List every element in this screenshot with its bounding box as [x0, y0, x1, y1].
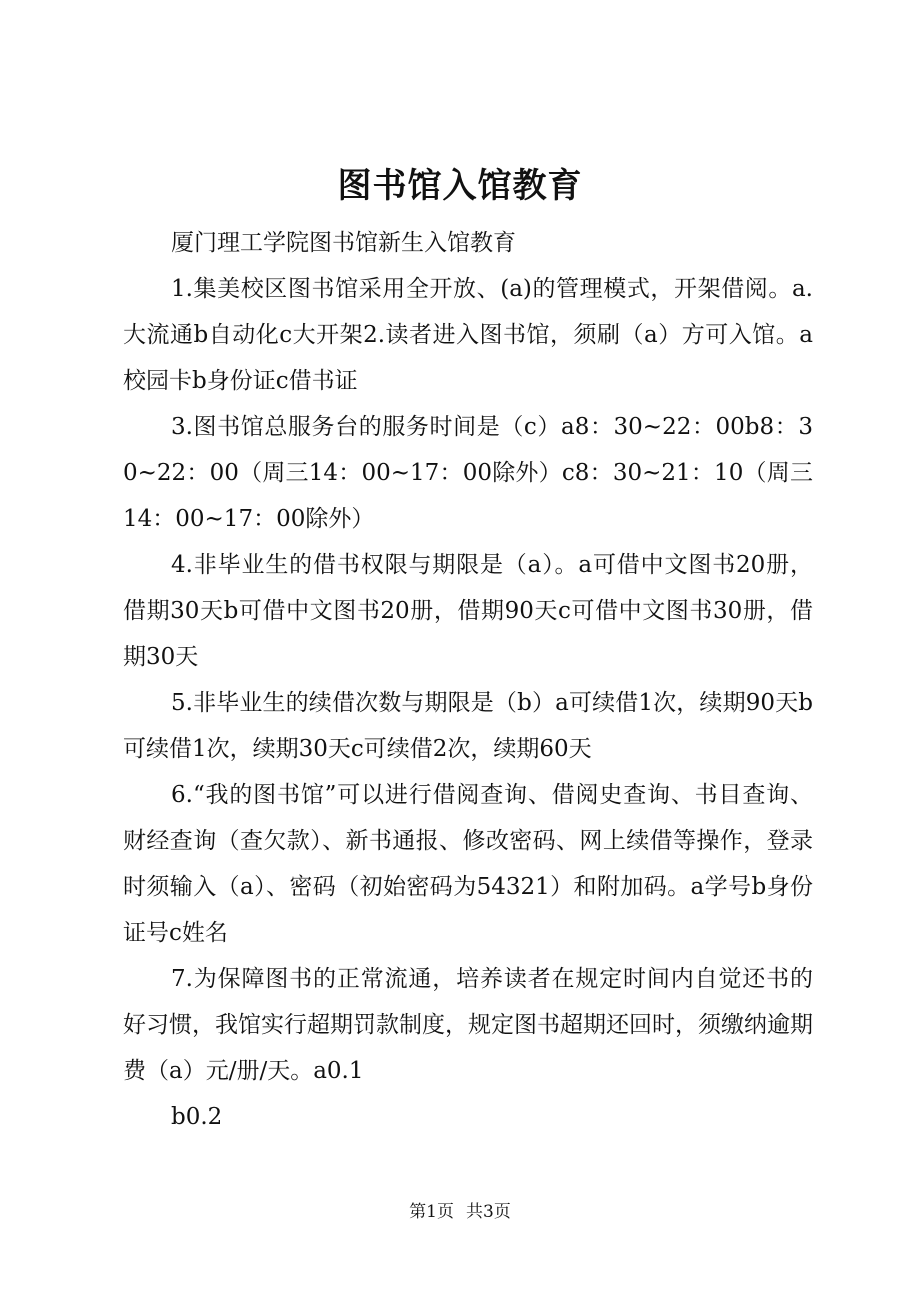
paragraph-question-5: 5.非毕业生的续借次数与期限是（b）a可续借1次，续期90天b可续借1次，续期30天c可续借2次，续期60天 — [123, 690, 813, 762]
paragraph-question-3: 3.图书馆总服务台的服务时间是（c）a8：30~22：00b8：30~22：00（周三14：00~17：00除外）c8：30~21：10（周三14：00~17：00除外） — [123, 414, 813, 532]
paragraph-question-4: 4.非毕业生的借书权限与期限是（a）。a可借中文图书20册，借期30天b可借中文图书20册，借期90天c可借中文图书30册，借期30天 — [123, 552, 813, 670]
document-body — [123, 220, 813, 1140]
paragraph-question-6: 6.“我的图书馆”可以进行借阅查询、借阅史查询、书目查询、财经查询（查欠款）、新书通报、修改密码、网上续借等操作，登录时须输入（a）、密码（初始密码为54321）和附加码。a学号b身份证号c姓名 — [123, 782, 813, 946]
paragraph-intro: 厦门理工学院图书馆新生入馆教育 — [171, 230, 516, 256]
page-total: 共3页 — [466, 1202, 511, 1222]
page-number: 第1页 — [409, 1202, 454, 1222]
page-footer — [0, 1200, 920, 1224]
paragraph-option-b: b0.2 — [171, 1104, 223, 1130]
document-title: 图书馆入馆教育 — [337, 166, 583, 206]
paragraph-question-7: 7.为保障图书的正常流通，培养读者在规定时间内自觉还书的好习惯，我馆实行超期罚款制度，规定图书超期还回时，须缴纳逾期费（a）元/册/天。a0.1 — [123, 966, 813, 1084]
paragraph-question-1-2: 1.集美校区图书馆采用全开放、(a)的管理模式，开架借阅。a.大流通b自动化c大开架2.读者进入图书馆，须刷（a）方可入馆。a校园卡b身份证c借书证 — [123, 276, 813, 394]
